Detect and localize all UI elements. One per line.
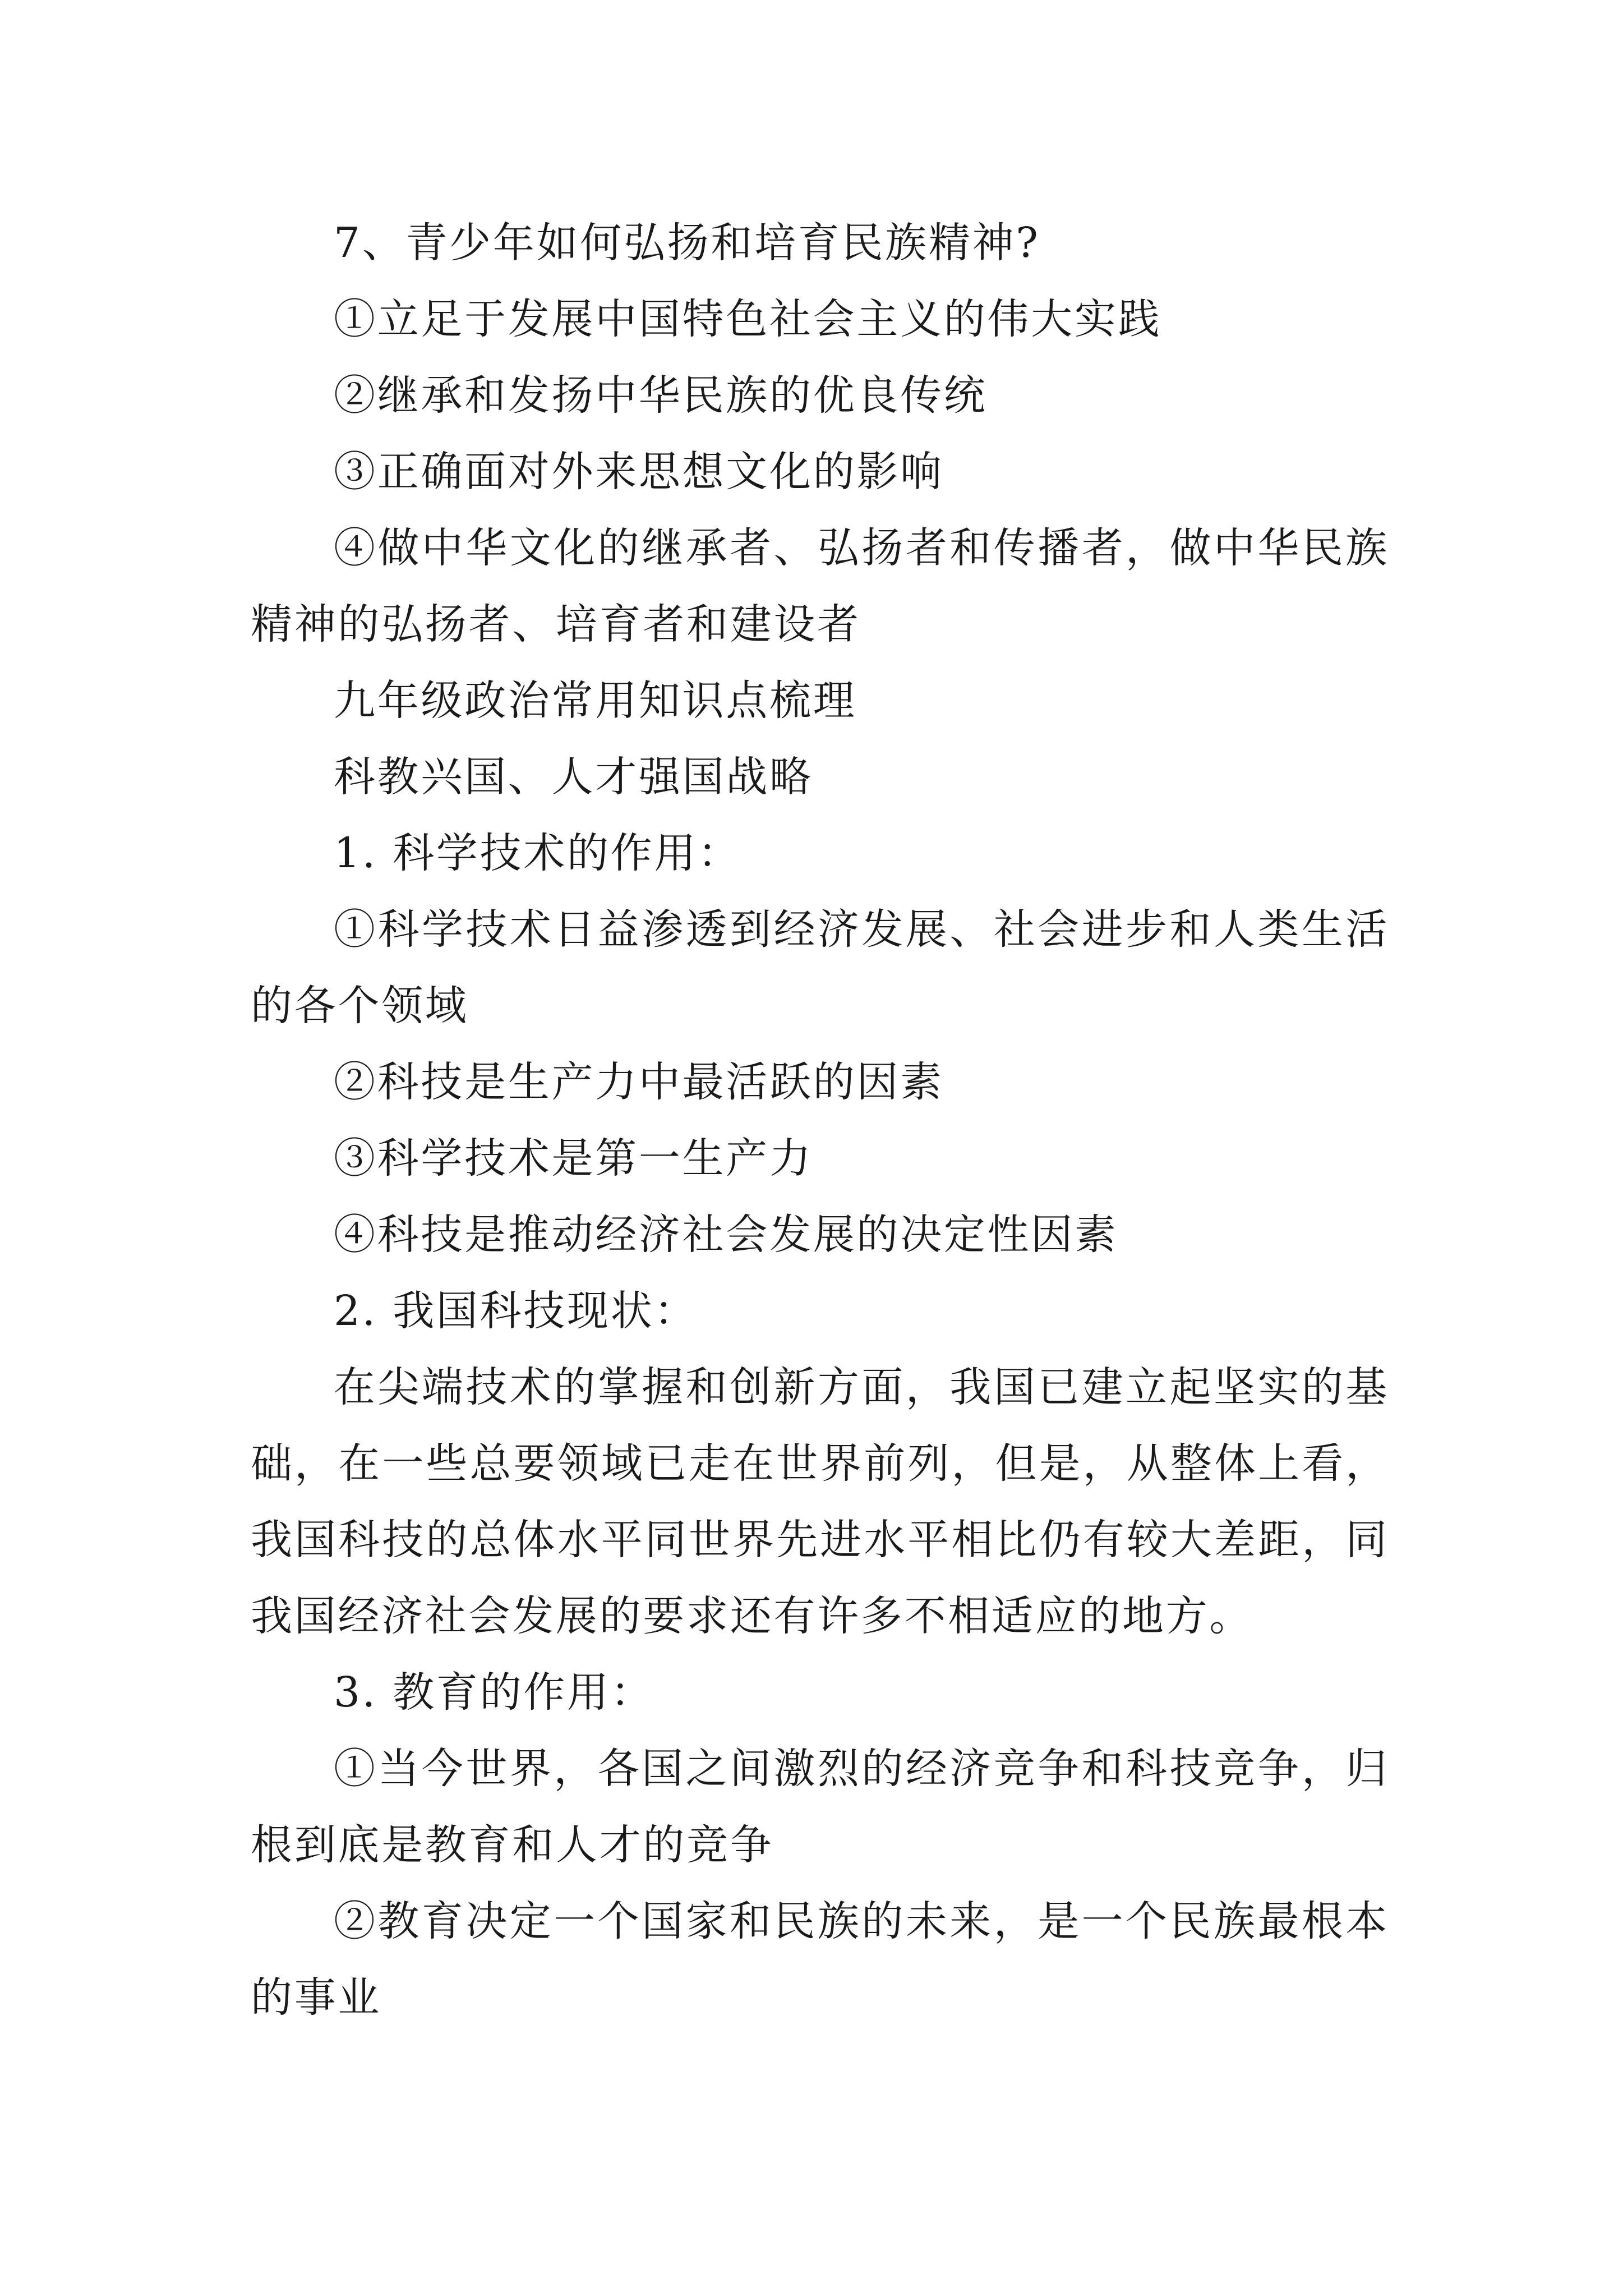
list-item: ④科技是推动经济社会发展的决定性因素 [334, 1211, 1118, 1259]
body-paragraph: 在尖端技术的掌握和创新方面，我国已建立起坚实的基础，在一些总要领域已走在世界前列，但是，从整体上看，我国科技的总体水平同世界先进水平相比仍有较大差距，同我国经济社会发展的要求还有许多不相适应的地方。 [251, 1363, 1389, 1640]
numbered-heading: 3. 教育的作用： [334, 1668, 654, 1717]
list-item: ①当今世界，各国之间激烈的经济竞争和科技竞争，归根到底是教育和人才的竞争 [251, 1745, 1389, 1869]
list-item: ②继承和发扬中华民族的优良传统 [334, 371, 988, 420]
list-item: ①科学技术日益渗透到经济发展、社会进步和人类生活的各个领域 [251, 905, 1389, 1030]
list-item: ①立足于发展中国特色社会主义的伟大实践 [334, 295, 1162, 343]
list-item: ④做中华文化的继承者、弘扬者和传播者，做中华民族精神的弘扬者、培育者和建设者 [251, 524, 1389, 648]
section-title: 九年级政治常用知识点梳理 [334, 677, 857, 725]
list-item: ③科学技术是第一生产力 [334, 1134, 813, 1182]
numbered-heading: 2. 我国科技现状： [334, 1287, 698, 1335]
question-heading: 7、青少年如何弘扬和培育民族精神? [334, 219, 1040, 267]
section-subtitle: 科教兴国、人才强国战略 [334, 753, 813, 801]
numbered-heading: 1. 科学技术的作用： [334, 829, 741, 877]
list-item: ②教育决定一个国家和民族的未来，是一个民族最根本的事业 [251, 1897, 1389, 2022]
list-item: ③正确面对外来思想文化的影响 [334, 448, 944, 496]
document-body [251, 205, 1389, 2036]
list-item: ②科技是生产力中最活跃的因素 [334, 1058, 944, 1106]
